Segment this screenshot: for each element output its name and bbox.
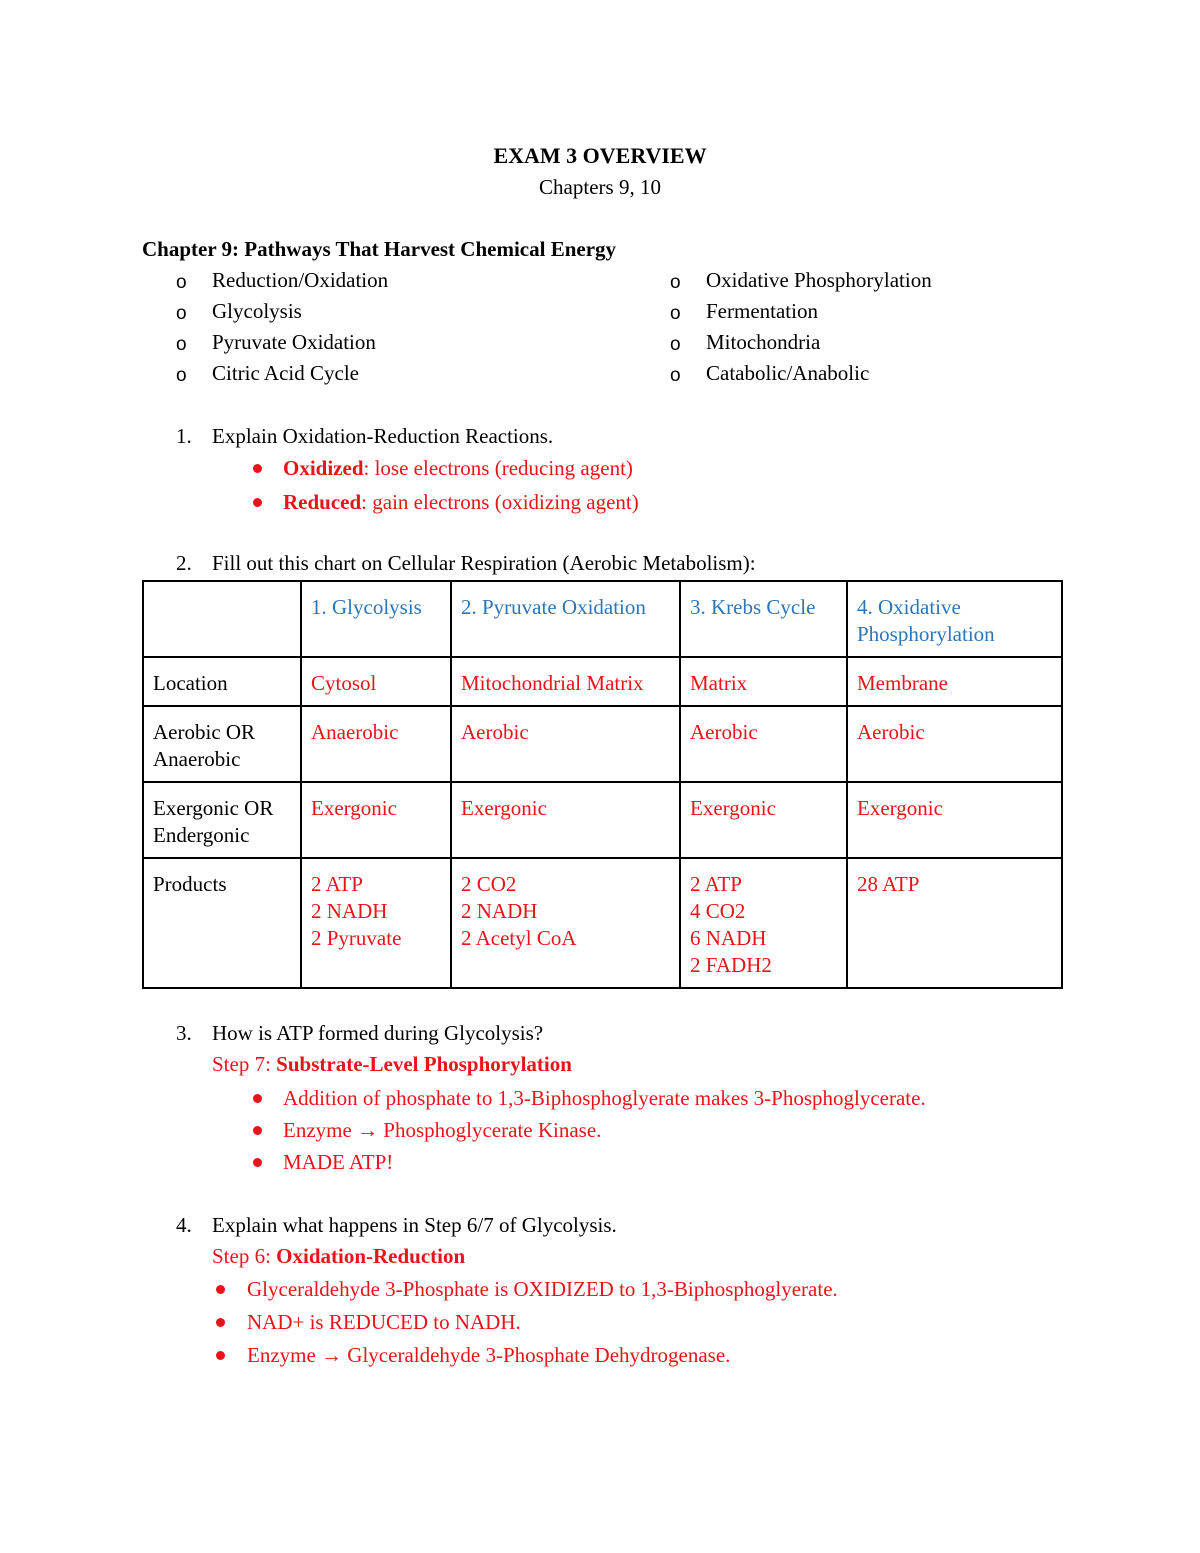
table-cell: Exergonic [301, 782, 451, 858]
row-label: Products [143, 858, 301, 988]
step-prefix: Step 6: [212, 1244, 277, 1268]
list-bullet-icon: o [176, 365, 187, 386]
answer-rest: : lose electrons (reducing agent) [363, 456, 633, 480]
answer-term: Reduced [283, 490, 362, 514]
list-bullet-icon: o [176, 303, 187, 324]
list-bullet-icon: o [670, 365, 681, 386]
list-bullet-icon: o [670, 272, 681, 293]
list-item: Glycolysis [212, 299, 302, 323]
step-heading [212, 1244, 465, 1269]
table-row [143, 706, 1062, 782]
bullet-icon [216, 1318, 225, 1327]
list-item: Pyruvate Oxidation [212, 330, 376, 354]
table-header-cell: 3. Krebs Cycle [680, 581, 847, 657]
table-cell [301, 858, 451, 988]
list-item: Catabolic/Anabolic [706, 361, 870, 385]
bullet-icon [253, 1094, 262, 1103]
chapter-heading: Chapter 9: Pathways That Harvest Chemical Energy [142, 237, 617, 261]
answer-line: Enzyme → Phosphoglycerate Kinase. [283, 1118, 602, 1142]
table-row [143, 782, 1062, 858]
table-cell: Exergonic [847, 782, 1062, 858]
row-label: Exergonic OR Endergonic [143, 782, 301, 858]
table-header-cell: 1. Glycolysis [301, 581, 451, 657]
bullet-icon [253, 1158, 262, 1167]
answer-line [283, 490, 639, 515]
list-item: Fermentation [706, 299, 818, 323]
table-cell [680, 858, 847, 988]
question-number: 3. [176, 1021, 192, 1045]
bullet-icon [216, 1285, 225, 1294]
list-item: Citric Acid Cycle [212, 361, 359, 385]
product-line: 28 ATP [857, 872, 920, 896]
table-cell: Mitochondrial Matrix [451, 657, 680, 706]
row-label: Aerobic OR Anaerobic [143, 706, 301, 782]
answer-line: MADE ATP! [283, 1150, 394, 1174]
table-cell [451, 858, 680, 988]
bullet-icon [253, 1126, 262, 1135]
table-cell [847, 858, 1062, 988]
list-item: Oxidative Phosphorylation [706, 268, 932, 292]
list-item: Mitochondria [706, 330, 821, 354]
answer-line: Glyceraldehyde 3-Phosphate is OXIDIZED to 1,3-Biphosphoglyerate. [247, 1277, 838, 1301]
product-line: 2 NADH [461, 899, 538, 923]
step-title: Substrate-Level Phosphorylation [276, 1052, 572, 1076]
table-cell: Cytosol [301, 657, 451, 706]
bullet-icon [216, 1351, 225, 1360]
question-text: Explain Oxidation-Reduction Reactions. [212, 424, 554, 448]
table-cell: Exergonic [451, 782, 680, 858]
bullet-icon [253, 464, 262, 473]
respiration-table [142, 580, 1063, 989]
table-cell: Aerobic [451, 706, 680, 782]
answer-line: Enzyme → Glyceraldehyde 3-Phosphate Dehydrogenase. [247, 1343, 731, 1367]
question-number: 4. [176, 1213, 192, 1237]
question-text: How is ATP formed during Glycolysis? [212, 1021, 544, 1045]
product-line: 2 NADH [311, 899, 388, 923]
table-cell: Anaerobic [301, 706, 451, 782]
answer-term: Oxidized [283, 456, 364, 480]
table-row [143, 858, 1062, 988]
table-header-cell: 4. Oxidative Phosphorylation [847, 581, 1062, 657]
bullet-icon [253, 498, 262, 507]
table-header-cell: 2. Pyruvate Oxidation [451, 581, 680, 657]
question-number: 1. [176, 424, 192, 448]
product-line: 6 NADH [690, 926, 767, 950]
product-line: 2 ATP [311, 872, 363, 896]
product-line: 4 CO2 [690, 899, 746, 923]
product-line: 2 CO2 [461, 872, 517, 896]
table-cell: Aerobic [847, 706, 1062, 782]
list-bullet-icon: o [670, 334, 681, 355]
table-cell: Aerobic [680, 706, 847, 782]
table-row [143, 657, 1062, 706]
step-title: Oxidation-Reduction [276, 1244, 466, 1268]
list-bullet-icon: o [176, 334, 187, 355]
row-label: Location [143, 657, 301, 706]
list-bullet-icon: o [670, 303, 681, 324]
page-subtitle: Chapters 9, 10 [539, 175, 661, 199]
list-bullet-icon: o [176, 272, 187, 293]
table-header-cell [143, 581, 301, 657]
page-title: EXAM 3 OVERVIEW [493, 143, 707, 168]
answer-line: NAD+ is REDUCED to NADH. [247, 1310, 521, 1334]
table-cell: Exergonic [680, 782, 847, 858]
answer-line [283, 456, 633, 481]
table-header-row [143, 581, 1062, 657]
step-prefix: Step 7: [212, 1052, 277, 1076]
step-heading [212, 1052, 572, 1077]
product-line: 2 Pyruvate [311, 926, 402, 950]
product-line: 2 Acetyl CoA [461, 926, 577, 950]
table-cell: Membrane [847, 657, 1062, 706]
question-text: Explain what happens in Step 6/7 of Glycolysis. [212, 1213, 617, 1237]
answer-rest: : gain electrons (oxidizing agent) [361, 490, 639, 514]
question-text: Fill out this chart on Cellular Respiration (Aerobic Metabolism): [212, 551, 756, 575]
product-line: 2 FADH2 [690, 953, 772, 977]
table-cell: Matrix [680, 657, 847, 706]
product-line: 2 ATP [690, 872, 742, 896]
question-number: 2. [176, 551, 192, 575]
answer-line: Addition of phosphate to 1,3-Biphosphoglyerate makes 3-Phosphoglycerate. [283, 1086, 926, 1110]
list-item: Reduction/Oxidation [212, 268, 389, 292]
